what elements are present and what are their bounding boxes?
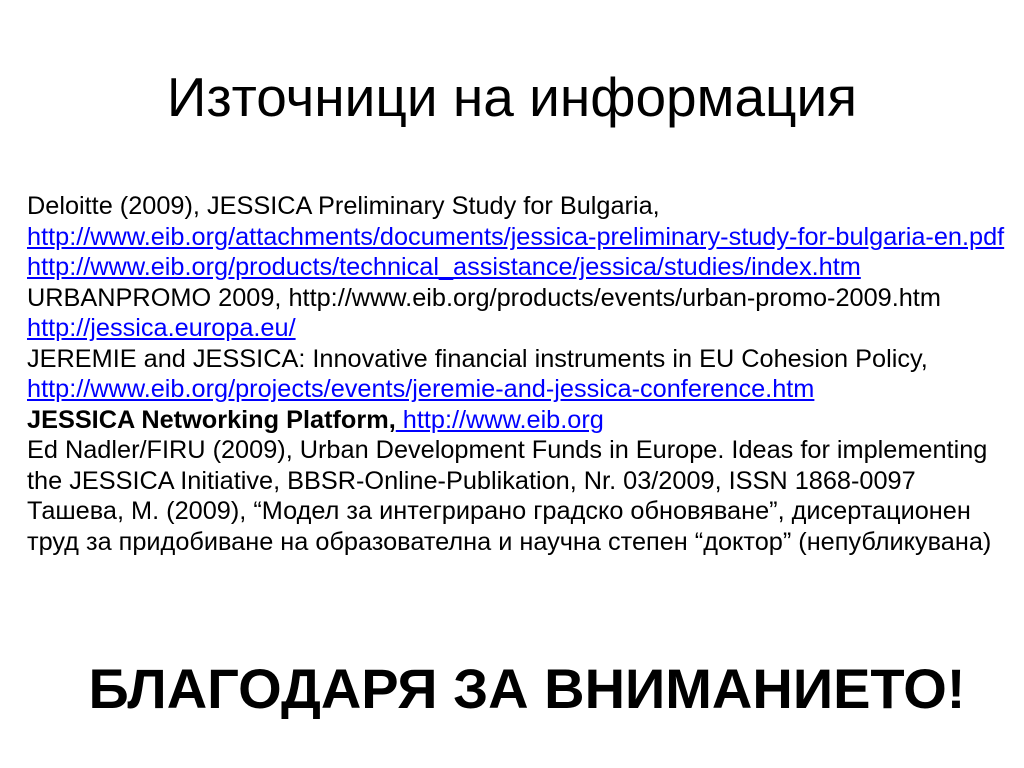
networking-platform-label: JESSICA Networking Platform, bbox=[27, 405, 396, 434]
link-jeremie-jessica-conference[interactable]: http://www.eib.org/projects/events/jeremie-and-jessica-conference.htm bbox=[27, 375, 815, 403]
reference-jeremie-jessica: JEREMIE and JESSICA: Innovative financial instruments in EU Cohesion Policy, bbox=[27, 344, 928, 373]
reference-tasheva-line-2: труд за придобиване на образователна и научна степен “доктор” (непубликувана) bbox=[27, 527, 992, 556]
link-jessica-preliminary-study-pdf[interactable]: http://www.eib.org/attachments/documents/jessica-preliminary-study-for-bulgaria-en.pdf bbox=[27, 222, 1005, 251]
reference-nadler-line-1: Ed Nadler/FIRU (2009), Urban Development Funds in Europe. Ideas for implementing bbox=[27, 436, 988, 464]
link-jessica-studies-index[interactable]: http://www.eib.org/products/technical_assistance/jessica/studies/index.htm bbox=[27, 253, 861, 281]
references-list bbox=[27, 191, 1017, 557]
link-eib-org[interactable]: http://www.eib.org bbox=[395, 405, 604, 434]
reference-networking-platform bbox=[27, 405, 1017, 436]
reference-deloitte: Deloitte (2009), JESSICA Preliminary Study for Bulgaria, bbox=[27, 192, 660, 220]
link-jessica-europa[interactable]: http://jessica.europa.eu/ bbox=[27, 314, 296, 342]
reference-line bbox=[27, 313, 1017, 344]
reference-line bbox=[27, 374, 1017, 405]
reference-line bbox=[27, 252, 1017, 283]
slide-title: Източници на информация bbox=[166, 66, 858, 128]
reference-nadler-line-2: the JESSICA Initiative, BBSR-Online-Publikation, Nr. 03/2009, ISSN 1868-0097 bbox=[27, 466, 916, 495]
reference-urbanpromo: URBANPROMO 2009, http://www.eib.org/products/events/urban-promo-2009.htm bbox=[27, 283, 941, 312]
reference-line bbox=[27, 222, 1017, 253]
reference-tasheva-line-1: Ташева, М. (2009), “Модел за интегрирано градско обновяване”, дисертационен bbox=[27, 497, 971, 525]
closing-thanks: БЛАГОДАРЯ ЗА ВНИМАНИЕТО! bbox=[88, 657, 966, 720]
